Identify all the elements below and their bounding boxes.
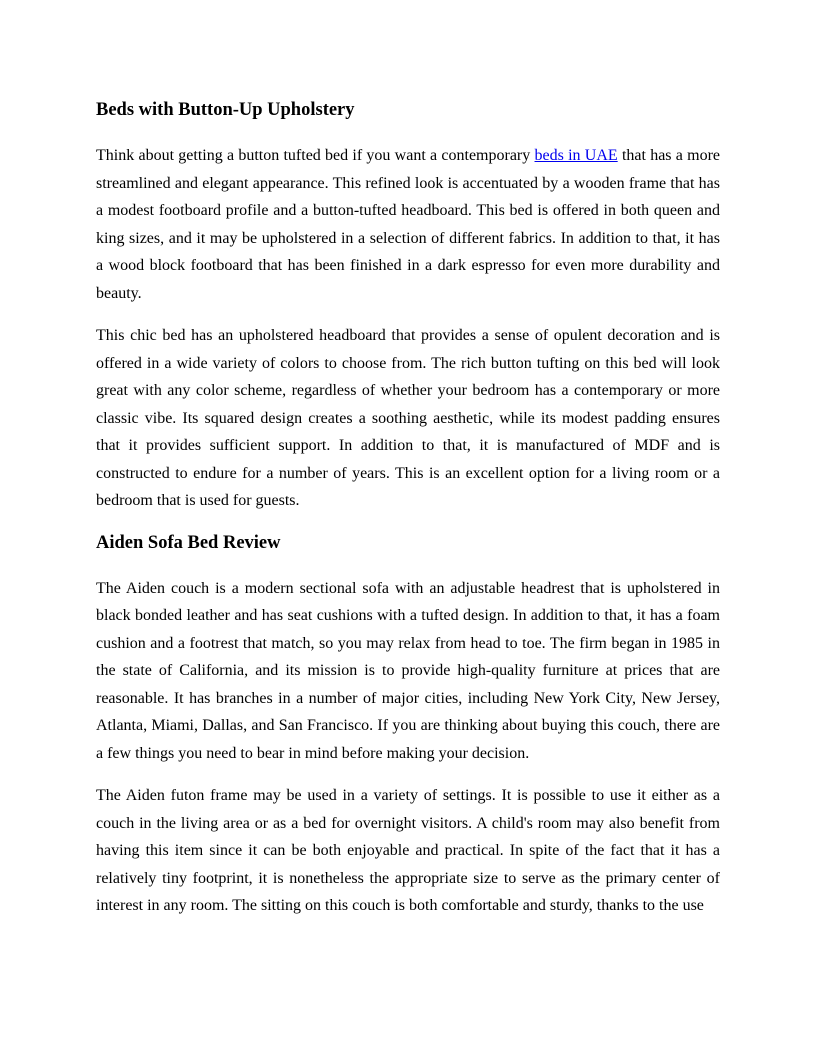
- heading-aiden-sofa-bed-review: Aiden Sofa Bed Review: [96, 532, 281, 553]
- paragraph-aiden-couch: The Aiden couch is a modern sectional sofa with an adjustable headrest that is upholstered in black bonded leather and has seat cushions with a tufted design. In addition to that, it has a foam cushion and a footrest that match, so you may relax from head to toe. The firm began in 1985 in the state of California, and its mission is to provide high-quality furniture at prices that are reasonable. It has branches in a number of major cities, including New York City, New Jersey, Atlanta, Miami, Dallas, and San Francisco. If you are thinking about buying this couch, there are a few things you need to bear in mind before making your decision.: [96, 579, 720, 762]
- paragraph-aiden-futon-frame: The Aiden futon frame may be used in a variety of settings. It is possible to use it either as a couch in the living area or as a bed for overnight visitors. A child's room may also benefit from having this item since it can be both enjoyable and practical. In spite of the fact that it has a relatively tiny footprint, it is nonetheless the appropriate size to serve as the primary center of interest in any room. The sitting on this couch is both comfortable and sturdy, thanks to the use: [96, 787, 720, 915]
- paragraph-text-before-link: Think about getting a button tufted bed if you want a contemporary: [96, 147, 535, 165]
- beds-in-uae-link[interactable]: beds in UAE: [534, 147, 618, 165]
- paragraph-chic-bed: This chic bed has an upholstered headboard that provides a sense of opulent decoration and is offered in a wide variety of colors to choose from. The rich button tufting on this bed will look great with any color scheme, regardless of whether your bedroom has a contemporary or more classic vibe. Its squared design creates a soothing aesthetic, while its modest padding ensures that it provides sufficient support. In addition to that, it is manufactured of MDF and is constructed to endure for a number of years. This is an excellent option for a living room or a bedroom that is used for guests.: [96, 327, 720, 510]
- paragraph-text-after-link: that has a more streamlined and elegant appearance. This refined look is accentuated by a wooden frame that has a modest footboard profile and a button-tufted headboard. This bed is offered in both queen and king sizes, and it may be upholstered in a selection of different fabrics. In addition to that, it has a wood block footboard that has been finished in a dark espresso for even more durability and beauty.: [96, 147, 721, 302]
- heading-beds-with-button-up-upholstery: Beds with Button-Up Upholstery: [96, 100, 355, 120]
- paragraph-button-tufted-bed: [96, 142, 720, 307]
